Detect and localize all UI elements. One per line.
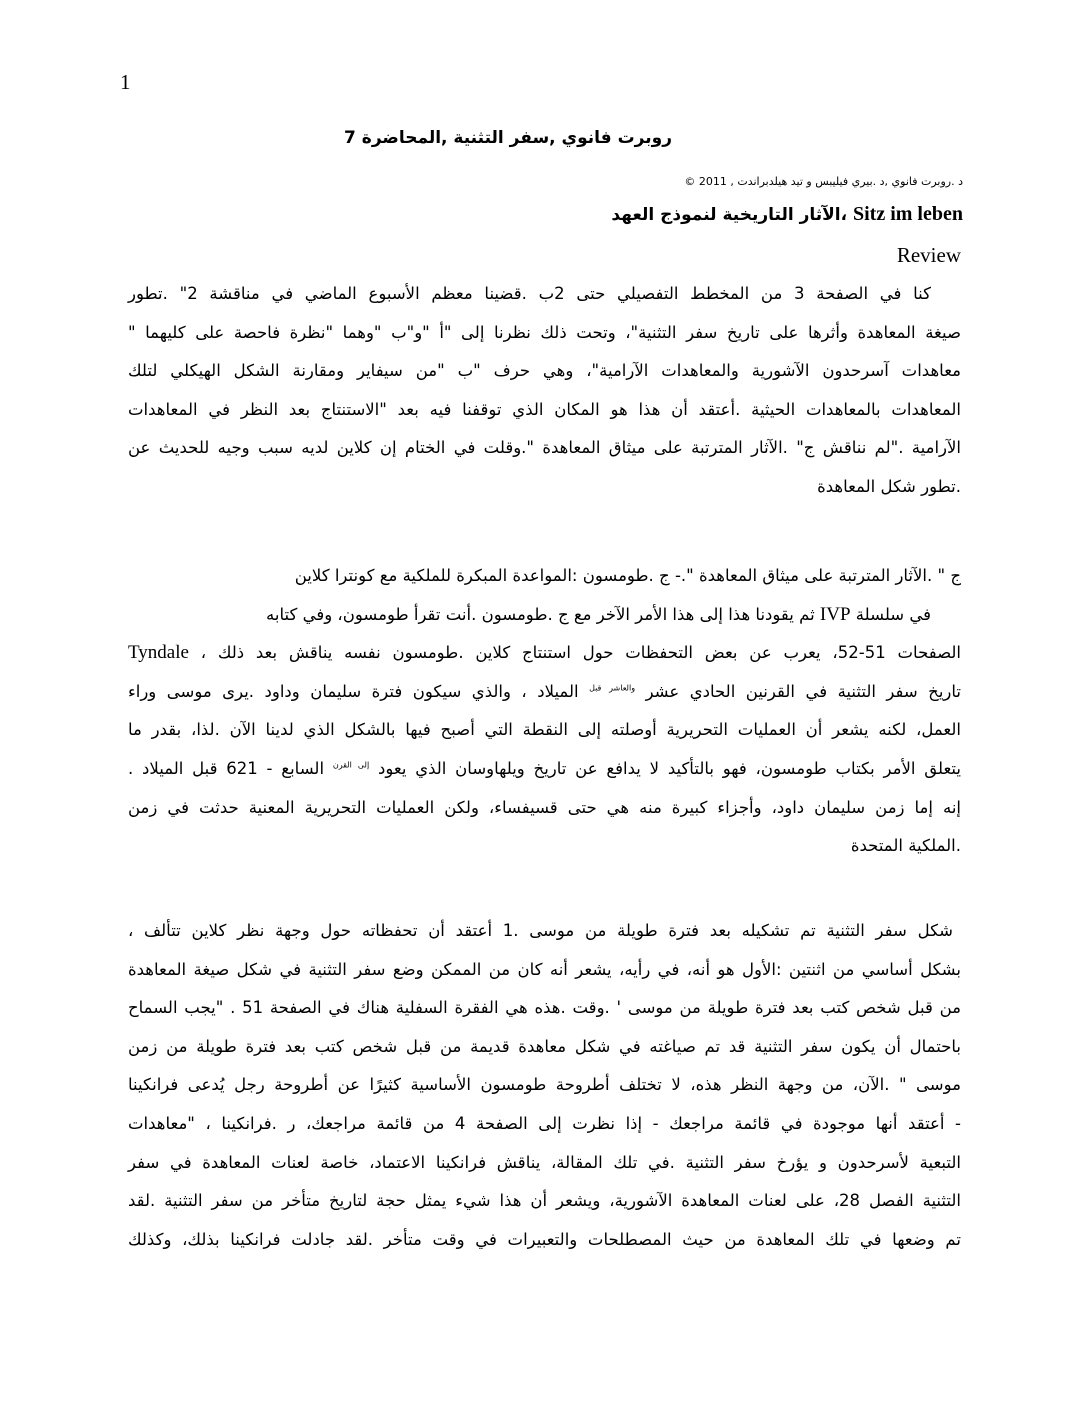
line-text: السابع - 621 قبل الميلاد . bbox=[128, 758, 333, 778]
line-text: تاريخ سفر التثنية في القرنين الحادي عشر bbox=[635, 681, 962, 701]
subtitle-arabic: ،الآثار التاريخية لنموذج العهد bbox=[611, 205, 848, 225]
paragraph-line: باحتمال أن يكون سفر التثنية قد تم صياغته في شكل معاهدة قديمة من قبل شخص كتب بعد فترة طويلة من زمن bbox=[128, 1036, 961, 1056]
paragraph-line: المعاهدات بالمعاهدات الحيثية .أعتقد أن هذا هو المكان الذي توقفنا فيه بعد "الاستنتاج بعد النظر في المعاهدات bbox=[128, 399, 961, 419]
publisher-tyndale: Tyndale bbox=[128, 642, 189, 664]
paragraph-line: شكل سفر التثنية تم تشكيله بعد فترة طويلة من موسى .1 أعتقد أن تحفظاته حول وجهة نظر كلاين تتألف ، bbox=[128, 921, 953, 940]
paragraph-line: التبعية لأسرحدون و يؤرخ سفر التثنية .في تلك المقالة، يناقش فرانكينا الاعتماد، خاصة لعنات المعاهدة في سفر bbox=[128, 1152, 961, 1172]
paragraph-line: التثنية الفصل 28، على لعنات المعاهدة الآشورية، ويشعر أن هذا شيء يمثل حجة لتاريخ متأخر من سفر التثنية .لقد bbox=[128, 1191, 961, 1211]
superscript-note: إلى القرن bbox=[332, 760, 370, 770]
superscript-note: والعاشر قبل bbox=[589, 683, 636, 693]
paragraph-line bbox=[128, 750, 961, 789]
paragraph-line: تم وضعها في تلك المعاهدة من حيث المصطلحات والتعبيرات في وقت متأخر .لقد جادلت فرانكينا بذلك، وكذلك bbox=[128, 1229, 961, 1249]
review-paragraph bbox=[128, 275, 961, 507]
paragraph-line bbox=[128, 634, 961, 673]
paragraph-line: كنا في الصفحة 3 من المخطط التفصيلي حتى 2ب .قضينا معظم الأسبوع الماضي في مناقشة 2" .تطور bbox=[128, 284, 931, 303]
paragraph-line: معاهدات آسرحدون الآشورية والمعاهدات الآرامية"، وهي حرف "ب "من سيفاير ومقارنة الشكل الهيكلي لتلك bbox=[128, 361, 961, 381]
paragraph-line bbox=[128, 596, 961, 635]
line-text: الميلاد ، والذي سيكون فترة سليمان وداود .يرى موسى وراء bbox=[128, 681, 590, 701]
line-text: الصفحات 51-52، يعرب عن بعض التحفظات حول استنتاج كلاين .طومسون نفسه يناقش بعد ذلك ، bbox=[200, 643, 961, 663]
line-text: ثم يقودنا هذا إلى هذا الأمر الآخر مع ج .طومسون .أنت تقرأ طومسون، وفي كتابه bbox=[266, 604, 820, 624]
paragraph-line: من قبل شخص كتب بعد فترة طويلة من موسى ' .وقت .هذه هي الفقرة السفلية هناك في الصفحة 51 . "يجب السماح bbox=[128, 998, 961, 1018]
paragraph-line: صيغة المعاهدة وأثرها على تاريخ سفر التثنية"، وتحت ذلك نظرنا إلى "أ "و"ب "وهما "نظرة فاحصة على كليهما " bbox=[128, 322, 961, 342]
section-heading-line: ج " .الآثار المترتبة على ميثاق المعاهدة ".- ج .طومسون :المواعدة المبكرة للملكية مع كونترا كلاين bbox=[294, 566, 961, 585]
section-label-review: Review bbox=[896, 243, 961, 267]
line-text: في سلسلة bbox=[850, 604, 931, 624]
paragraph-line: .الملكية المتحدة bbox=[850, 836, 961, 856]
copyright-line: د .روبرت فانوي ,د .بيري فيليبس و تيد هيلدبراندت , 2011 © bbox=[684, 175, 963, 188]
paragraph-line: موسى " .الآن، من وجهة النظر هذه، لا تختلف أطروحة طومسون الأساسية كثيرًا عن أطروحة رجل يُدعى فرانكينا bbox=[128, 1075, 961, 1095]
reservations-paragraph bbox=[128, 912, 961, 1259]
lecture-subtitle bbox=[611, 203, 963, 226]
paragraph-line: .تطور شكل المعاهدة bbox=[817, 476, 961, 496]
line-text: يتعلق الأمر بكتاب طومسون، فهو بالتأكيد لا يدافع عن تاريخ ويلهاوسان الذي يعود bbox=[369, 758, 961, 778]
paragraph-line: العمل، لكنه يشعر أن العمليات التحريرية أوصلته إلى النقطة التي أصبح فيها بالشكل الذي لدينا الآن .لذا، بقدر ما bbox=[128, 720, 961, 740]
paragraph-line: إنه إما زمن سليمان داود، وأجزاء كبيرة منه هي حتى قسيفساء، ولكن العمليات التحريرية المعنية حدثت في زمن bbox=[128, 797, 961, 817]
series-name-ivp: IVP bbox=[819, 603, 851, 625]
paragraph-line: بشكل أساسي من اثنتين :الأول هو أنه، في رأيه، يشعر أنه كان من الممكن وضع سفر التثنية في شكل صيغة المعاهدة bbox=[128, 959, 961, 979]
thompson-paragraph bbox=[128, 557, 961, 866]
paragraph-line: الآرامية ."لم نناقش ج" .الآثار المترتبة على ميثاق المعاهدة ".وقلت في الختام إن كلاين لديه سبب وجيه للحديث عن bbox=[128, 438, 961, 458]
paragraph-line: - أعتقد أنها موجودة في قائمة مراجعك - إذا نظرت إلى الصفحة 4 من قائمة مراجعك، ر .فرانكينا ، "معاهدات bbox=[128, 1113, 961, 1133]
page-number: 1 bbox=[120, 70, 131, 94]
paragraph-line bbox=[128, 673, 961, 712]
subtitle-latin: Sitz im leben bbox=[853, 203, 963, 225]
document-title: روبرت فانوي ,سفر التثنية ,المحاضرة 7 bbox=[344, 128, 672, 148]
